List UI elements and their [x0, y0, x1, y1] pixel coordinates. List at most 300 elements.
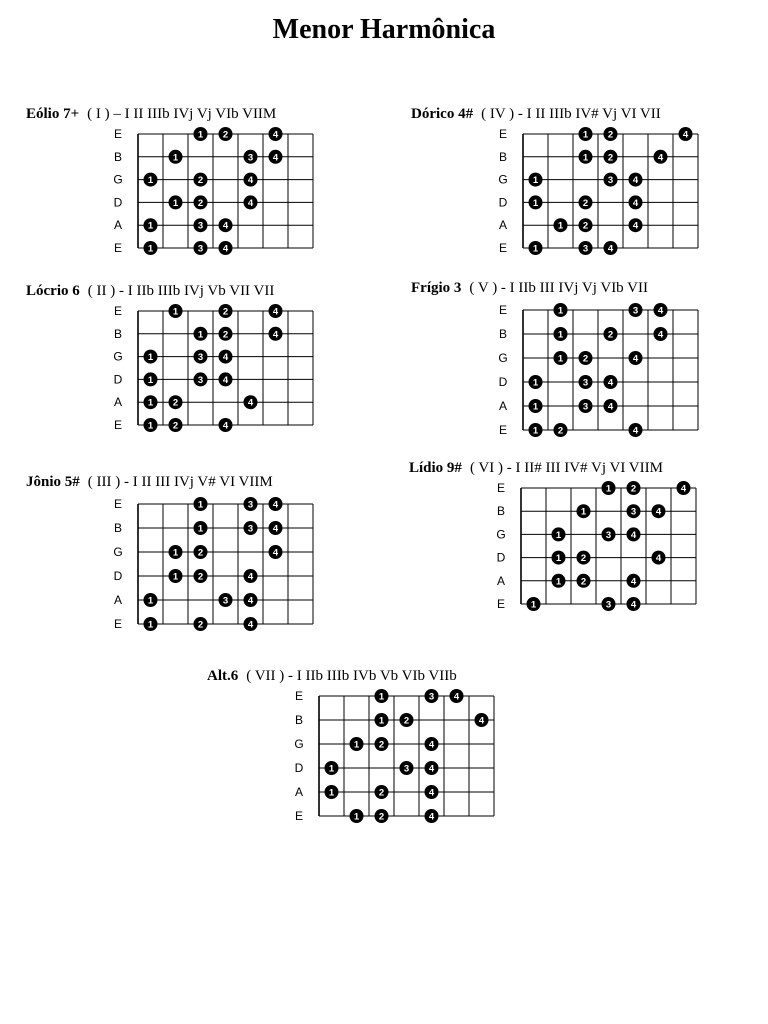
string-label: E	[113, 497, 123, 511]
finger-number: 1	[530, 599, 537, 611]
finger-number: 4	[428, 811, 435, 823]
finger-number: 1	[147, 619, 154, 631]
finger-dot	[529, 399, 543, 413]
finger-number: 4	[453, 691, 460, 703]
finger-number: 1	[378, 691, 385, 703]
finger-number: 1	[555, 529, 562, 541]
finger-dot	[169, 395, 183, 409]
finger-dot	[552, 574, 566, 588]
finger-number: 1	[555, 553, 562, 565]
finger-dot	[219, 418, 233, 432]
string-label: E	[496, 597, 506, 611]
finger-dot	[604, 241, 618, 255]
finger-dot	[375, 689, 389, 703]
finger-dot	[604, 173, 618, 187]
finger-number: 2	[222, 306, 229, 318]
finger-number: 1	[378, 715, 385, 727]
fret-grid	[521, 488, 696, 604]
finger-dot	[144, 593, 158, 607]
finger-dot	[425, 689, 439, 703]
finger-dot	[654, 327, 668, 341]
finger-number: 2	[197, 571, 204, 583]
finger-dot	[400, 761, 414, 775]
finger-number: 1	[557, 220, 564, 232]
finger-dot	[629, 218, 643, 232]
finger-dot	[579, 150, 593, 164]
finger-dot	[529, 195, 543, 209]
string-label: D	[113, 569, 123, 583]
finger-number: 2	[197, 197, 204, 209]
finger-number: 3	[605, 529, 612, 541]
finger-number: 4	[657, 305, 664, 317]
finger-dot	[194, 521, 208, 535]
finger-number: 4	[222, 243, 229, 255]
finger-dot	[604, 150, 618, 164]
string-label: G	[496, 527, 506, 542]
finger-number: 3	[605, 599, 612, 611]
finger-number: 1	[147, 220, 154, 232]
finger-dot	[244, 195, 258, 209]
finger-number: 4	[607, 243, 614, 255]
finger-dot	[194, 545, 208, 559]
mode-name: Alt.6	[207, 668, 239, 684]
finger-dot	[629, 173, 643, 187]
string-label: B	[496, 504, 506, 519]
finger-dot	[244, 569, 258, 583]
string-label: A	[113, 218, 123, 233]
finger-number: 2	[172, 397, 179, 409]
finger-number: 4	[247, 175, 254, 187]
finger-number: 3	[197, 220, 204, 232]
finger-number: 3	[222, 595, 229, 607]
string-label: E	[498, 303, 508, 317]
finger-dot	[269, 127, 283, 141]
finger-dot	[169, 545, 183, 559]
string-label: B	[498, 149, 508, 164]
fretboard	[104, 126, 344, 254]
finger-number: 4	[272, 152, 279, 164]
finger-dot	[475, 713, 489, 727]
finger-dot	[529, 241, 543, 255]
finger-dot	[194, 241, 208, 255]
finger-number: 4	[222, 374, 229, 386]
finger-number: 3	[607, 175, 614, 187]
finger-dot	[577, 551, 591, 565]
mode-name: Lídio 9#	[409, 460, 462, 476]
string-label: D	[498, 375, 508, 389]
string-label: B	[498, 327, 508, 341]
finger-number: 3	[197, 374, 204, 386]
finger-dot	[627, 597, 641, 611]
finger-dot	[529, 173, 543, 187]
finger-number: 4	[222, 220, 229, 232]
finger-dot	[552, 551, 566, 565]
string-label: E	[113, 617, 123, 631]
string-label: G	[294, 737, 304, 751]
finger-number: 1	[532, 401, 539, 413]
diagram-heading	[207, 668, 457, 685]
finger-dot	[579, 218, 593, 232]
finger-number: 2	[222, 329, 229, 341]
finger-dot	[529, 423, 543, 437]
finger-dot	[269, 150, 283, 164]
finger-number: 4	[607, 377, 614, 389]
finger-number: 1	[147, 243, 154, 255]
finger-number: 4	[428, 763, 435, 775]
finger-dot	[627, 527, 641, 541]
string-label: B	[113, 149, 123, 164]
finger-dot	[375, 809, 389, 823]
fretboard	[285, 688, 525, 822]
finger-number: 4	[680, 483, 687, 495]
finger-number: 1	[328, 787, 335, 799]
finger-number: 2	[378, 739, 385, 751]
finger-number: 1	[605, 483, 612, 495]
finger-number: 1	[353, 739, 360, 751]
fretboard	[487, 480, 727, 610]
finger-dot	[350, 809, 364, 823]
finger-dot	[169, 150, 183, 164]
finger-number: 4	[272, 523, 279, 535]
finger-dot	[579, 127, 593, 141]
string-label: A	[498, 399, 508, 413]
finger-number: 2	[557, 425, 564, 437]
finger-number: 4	[272, 306, 279, 318]
fretboard	[489, 126, 729, 254]
finger-number: 1	[557, 329, 564, 341]
string-label: A	[113, 593, 123, 607]
finger-number: 1	[532, 243, 539, 255]
finger-number: 2	[197, 619, 204, 631]
finger-dot	[219, 241, 233, 255]
finger-number: 3	[247, 523, 254, 535]
finger-number: 2	[580, 553, 587, 565]
diagram-heading	[26, 106, 276, 123]
finger-number: 1	[532, 377, 539, 389]
finger-number: 1	[147, 352, 154, 364]
string-label: A	[294, 785, 304, 799]
string-label: E	[498, 423, 508, 437]
finger-dot	[527, 597, 541, 611]
finger-number: 2	[197, 547, 204, 559]
finger-number: 4	[272, 547, 279, 559]
finger-dot	[219, 304, 233, 318]
finger-number: 2	[580, 576, 587, 588]
finger-dot	[552, 527, 566, 541]
string-label: E	[113, 304, 123, 318]
string-label: G	[498, 351, 508, 365]
finger-dot	[244, 593, 258, 607]
degree-list: ( I ) – I II IIIb IVj Vj VIb VIIM	[87, 106, 277, 122]
finger-dot	[529, 375, 543, 389]
finger-number: 1	[557, 353, 564, 365]
finger-number: 2	[607, 329, 614, 341]
finger-dot	[194, 372, 208, 386]
finger-dot	[194, 173, 208, 187]
finger-number: 4	[247, 397, 254, 409]
finger-number: 4	[630, 529, 637, 541]
finger-number: 1	[197, 523, 204, 535]
finger-dot	[602, 597, 616, 611]
finger-dot	[244, 395, 258, 409]
finger-number: 2	[607, 129, 614, 141]
degree-list: ( V ) - I IIb III IVj Vj VIb VII	[469, 280, 648, 296]
finger-dot	[144, 173, 158, 187]
finger-dot	[194, 195, 208, 209]
finger-dot	[375, 785, 389, 799]
finger-dot	[269, 545, 283, 559]
finger-number: 3	[403, 763, 410, 775]
finger-dot	[219, 218, 233, 232]
finger-number: 2	[582, 353, 589, 365]
finger-dot	[144, 350, 158, 364]
finger-number: 4	[272, 499, 279, 511]
finger-dot	[244, 150, 258, 164]
finger-dot	[350, 737, 364, 751]
finger-dot	[375, 713, 389, 727]
finger-dot	[604, 127, 618, 141]
finger-dot	[602, 481, 616, 495]
finger-number: 2	[403, 715, 410, 727]
string-label: B	[113, 521, 123, 535]
finger-dot	[579, 399, 593, 413]
finger-dot	[677, 481, 691, 495]
finger-number: 4	[247, 571, 254, 583]
finger-number: 3	[582, 243, 589, 255]
finger-number: 4	[632, 353, 639, 365]
finger-number: 4	[682, 129, 689, 141]
string-label: D	[496, 550, 506, 565]
fretboard	[489, 302, 729, 436]
finger-dot	[219, 350, 233, 364]
finger-number: 1	[172, 547, 179, 559]
finger-number: 1	[197, 499, 204, 511]
finger-dot	[577, 574, 591, 588]
finger-dot	[627, 504, 641, 518]
diagram-heading	[411, 106, 661, 123]
string-label: A	[113, 395, 123, 410]
finger-dot	[627, 481, 641, 495]
finger-number: 1	[532, 197, 539, 209]
degree-list: ( VII ) - I IIb IIIb IVb Vb VIb VIIb	[246, 668, 457, 684]
finger-dot	[627, 574, 641, 588]
finger-number: 3	[247, 499, 254, 511]
finger-dot	[375, 737, 389, 751]
degree-list: ( II ) - I IIb IIIb IVj Vb VII VII	[87, 283, 275, 299]
finger-number: 1	[532, 425, 539, 437]
mode-name: Jônio 5#	[26, 474, 80, 490]
diagram-heading	[409, 460, 663, 477]
finger-dot	[579, 195, 593, 209]
finger-number: 4	[222, 420, 229, 432]
diagram-heading	[26, 283, 274, 300]
finger-number: 4	[478, 715, 485, 727]
finger-dot	[169, 418, 183, 432]
finger-dot	[269, 497, 283, 511]
finger-dot	[244, 173, 258, 187]
finger-dot	[554, 351, 568, 365]
string-label: G	[113, 349, 123, 364]
finger-dot	[144, 395, 158, 409]
finger-dot	[219, 372, 233, 386]
finger-number: 4	[222, 352, 229, 364]
mode-name: Dórico 4#	[411, 106, 474, 122]
finger-number: 4	[247, 619, 254, 631]
finger-dot	[654, 303, 668, 317]
mode-name: Frígio 3	[411, 280, 462, 296]
finger-number: 4	[428, 739, 435, 751]
finger-dot	[425, 809, 439, 823]
finger-number: 2	[172, 420, 179, 432]
finger-dot	[194, 497, 208, 511]
diagram-heading	[411, 280, 648, 297]
finger-number: 1	[557, 305, 564, 317]
finger-dot	[144, 372, 158, 386]
finger-dot	[577, 504, 591, 518]
finger-dot	[269, 521, 283, 535]
finger-number: 1	[328, 763, 335, 775]
degree-list: ( VI ) - I II# III IV# Vj VI VIIM	[469, 460, 663, 476]
finger-number: 1	[147, 595, 154, 607]
finger-number: 3	[428, 691, 435, 703]
finger-dot	[244, 521, 258, 535]
finger-dot	[604, 375, 618, 389]
finger-number: 4	[632, 425, 639, 437]
finger-dot	[425, 737, 439, 751]
finger-number: 1	[147, 175, 154, 187]
finger-dot	[679, 127, 693, 141]
finger-dot	[144, 617, 158, 631]
string-label: D	[498, 195, 508, 210]
string-label: E	[113, 418, 123, 432]
finger-dot	[400, 713, 414, 727]
finger-dot	[652, 504, 666, 518]
diagram-heading	[26, 474, 273, 491]
finger-dot	[554, 327, 568, 341]
string-label: B	[294, 713, 304, 727]
finger-number: 4	[247, 595, 254, 607]
finger-number: 1	[555, 576, 562, 588]
finger-dot	[219, 127, 233, 141]
string-label: A	[498, 218, 508, 233]
finger-dot	[194, 569, 208, 583]
finger-number: 4	[632, 197, 639, 209]
finger-number: 4	[428, 787, 435, 799]
finger-dot	[144, 218, 158, 232]
finger-number: 1	[172, 152, 179, 164]
string-label: E	[113, 127, 123, 141]
finger-dot	[169, 304, 183, 318]
finger-number: 4	[247, 197, 254, 209]
degree-list: ( III ) - I II III IVj V# VI VIIM	[87, 474, 273, 490]
string-label: D	[294, 761, 304, 775]
finger-dot	[144, 241, 158, 255]
mode-name: Lócrio 6	[26, 283, 80, 299]
finger-number: 3	[630, 506, 637, 518]
finger-dot	[325, 785, 339, 799]
finger-number: 1	[147, 374, 154, 386]
finger-number: 1	[172, 306, 179, 318]
finger-number: 4	[632, 220, 639, 232]
finger-dot	[219, 593, 233, 607]
finger-dot	[654, 150, 668, 164]
fretboard	[104, 496, 344, 630]
string-label: G	[498, 172, 508, 187]
finger-number: 3	[632, 305, 639, 317]
finger-dot	[194, 218, 208, 232]
finger-dot	[629, 195, 643, 209]
finger-dot	[144, 418, 158, 432]
string-label: E	[498, 241, 508, 255]
string-label: E	[498, 127, 508, 141]
string-label: E	[294, 809, 304, 823]
finger-number: 4	[657, 152, 664, 164]
finger-dot	[425, 761, 439, 775]
finger-number: 4	[655, 506, 662, 518]
finger-number: 3	[197, 243, 204, 255]
string-label: D	[113, 372, 123, 387]
finger-dot	[269, 327, 283, 341]
finger-dot	[629, 423, 643, 437]
finger-number: 3	[247, 152, 254, 164]
finger-dot	[194, 350, 208, 364]
page-title: Menor Harmônica	[272, 14, 496, 45]
finger-dot	[169, 195, 183, 209]
finger-dot	[554, 218, 568, 232]
finger-dot	[579, 351, 593, 365]
finger-number: 1	[580, 506, 587, 518]
finger-dot	[194, 127, 208, 141]
string-label: B	[113, 326, 123, 341]
finger-dot	[194, 327, 208, 341]
finger-number: 3	[582, 401, 589, 413]
finger-number: 2	[378, 787, 385, 799]
finger-dot	[579, 241, 593, 255]
finger-dot	[194, 617, 208, 631]
finger-dot	[604, 399, 618, 413]
string-label: E	[294, 689, 304, 703]
finger-dot	[629, 303, 643, 317]
finger-number: 4	[655, 553, 662, 565]
finger-dot	[219, 327, 233, 341]
finger-number: 2	[197, 175, 204, 187]
finger-number: 1	[147, 397, 154, 409]
finger-number: 4	[607, 401, 614, 413]
finger-number: 1	[582, 129, 589, 141]
string-label: G	[113, 545, 123, 559]
finger-dot	[325, 761, 339, 775]
finger-number: 2	[582, 197, 589, 209]
finger-dot	[602, 527, 616, 541]
finger-number: 4	[630, 599, 637, 611]
finger-number: 2	[222, 129, 229, 141]
finger-number: 2	[582, 220, 589, 232]
finger-dot	[169, 569, 183, 583]
finger-number: 4	[630, 576, 637, 588]
finger-number: 1	[172, 571, 179, 583]
finger-dot	[579, 375, 593, 389]
degree-list: ( IV ) - I II IIIb IV# Vj VI VII	[481, 106, 661, 122]
finger-number: 4	[272, 329, 279, 341]
finger-number: 1	[353, 811, 360, 823]
finger-dot	[554, 423, 568, 437]
finger-number: 1	[147, 420, 154, 432]
finger-number: 1	[582, 152, 589, 164]
finger-dot	[554, 303, 568, 317]
finger-dot	[450, 689, 464, 703]
finger-number: 1	[172, 197, 179, 209]
string-label: E	[113, 241, 123, 255]
